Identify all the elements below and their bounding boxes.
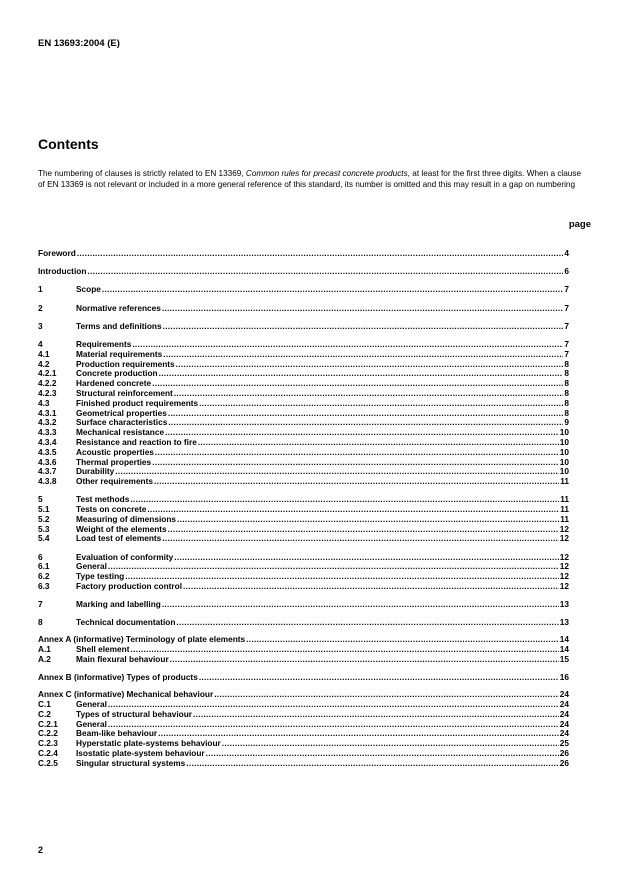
toc-entry-number: C.2.4 [38,747,58,758]
toc-entry-page: 24 [559,718,569,729]
dot-leader [168,418,563,428]
toc-entry-page: 25 [559,738,569,749]
toc-entry-page: 12 [559,523,569,534]
toc-entry[interactable] [38,285,569,295]
toc-entry[interactable] [38,458,569,468]
toc-entry-label: Type testing [76,571,125,582]
toc-entry-label: Hyperstatic plate-systems behaviour [76,738,221,749]
toc-entry-page: 10 [559,466,569,477]
dot-leader [162,304,564,314]
toc-entry-label: Beam-like behaviour [76,728,158,739]
toc-entry-page: 9 [564,417,569,428]
toc-entry-label: Finished product requirements [76,397,199,408]
dot-leader [174,553,559,563]
toc-entry-label: Requirements [76,338,132,349]
toc-entry-label: Marking and labelling [76,599,161,610]
toc-entry-page: 7 [564,320,569,331]
toc-entry-page: 13 [559,599,569,610]
dot-leader [162,534,558,544]
toc-entry-page: 10 [559,427,569,438]
toc-entry-page: 12 [559,571,569,582]
dot-leader [77,249,564,259]
toc-entry-page: 14 [559,644,569,655]
dot-leader [199,673,559,683]
toc-entry-page: 12 [559,581,569,592]
toc-entry-page: 26 [559,747,569,758]
toc-entry-label: Test methods [76,494,130,505]
toc-entry-number: 6.3 [38,581,50,592]
toc-entry-label: Hardened concrete [76,378,152,389]
toc-entry-label: Durability [76,466,115,477]
toc-entry-number: 4.3.8 [38,476,57,487]
toc-entry[interactable] [38,759,569,769]
page-number: 2 [38,845,44,855]
toc-entry-page: 10 [559,456,569,467]
toc-entry-page: 7 [564,348,569,359]
dot-leader [174,389,564,399]
toc-entry-number: 4.3.5 [38,446,57,457]
toc-entry-number: 4.2.2 [38,378,57,389]
dot-leader [214,690,559,700]
dot-leader [147,505,559,515]
dot-leader [152,379,563,389]
toc-entry[interactable] [38,655,569,665]
dot-leader [163,350,563,360]
toc-entry-page: 10 [559,436,569,447]
dot-leader [176,360,564,370]
toc-entry-label: Material requirements [76,348,163,359]
toc-entry-page: 14 [559,634,569,645]
dot-leader [155,448,559,458]
toc-entry-number: 4.3 [38,397,50,408]
toc-entry-number: 7 [38,599,43,610]
toc-entry-label: Tests on concrete [76,504,147,515]
toc-entry-label: Normative references [76,302,161,313]
dot-leader [183,582,559,592]
toc-entry-page: 8 [564,378,569,389]
toc-entry[interactable] [38,267,569,277]
toc-entry-label: Annex B (informative) Types of products [38,672,198,683]
toc-entry-number: 5.1 [38,504,50,515]
toc-entry-number: 4.2 [38,358,50,369]
dot-leader [163,322,564,332]
toc-entry-number: 5.3 [38,523,50,534]
toc-entry-number: 4.2.1 [38,368,57,379]
toc-entry-label: Concrete production [76,368,158,379]
dot-leader [162,600,559,610]
toc-entry-label: Load test of elements [76,533,162,544]
dot-leader [246,635,559,645]
dot-leader [130,495,559,505]
toc-entry-page: 24 [559,689,569,700]
toc-entry-label: Geometrical properties [76,407,167,418]
toc-entry-page: 8 [564,407,569,418]
toc-entry-page: 8 [564,387,569,398]
toc-entry[interactable] [38,322,569,332]
toc-entry-number: 4.3.2 [38,417,57,428]
toc-entry-number: 4 [38,338,43,349]
toc-entry-number: 8 [38,617,43,628]
toc-entry-page: 12 [559,533,569,544]
toc-entry-number: A.2 [38,654,51,664]
toc-entry-page: 15 [559,654,569,664]
dot-leader [115,467,559,477]
toc-entry-number: 4.2.3 [38,387,57,398]
toc-entry-number: 2 [38,302,43,313]
toc-entry-number: C.2.1 [38,718,58,729]
toc-entry-number: A.1 [38,644,51,655]
toc-entry-number: 5.2 [38,513,50,524]
dot-leader [165,428,559,438]
dot-leader [206,749,559,759]
toc-entry-label: General [76,561,107,572]
dot-leader [108,720,559,730]
toc-entry-number: 6.2 [38,571,50,582]
toc-entry-number: 1 [38,284,43,295]
toc-entry-page: 7 [564,284,569,295]
toc-entry-label: Isostatic plate-system behaviour [76,747,205,758]
toc-entry-page: 11 [560,476,569,487]
document-id-header: EN 13693:2004 (E) [38,38,120,49]
dot-leader [87,267,563,277]
toc-entry[interactable] [38,534,569,544]
toc-entry-number: 6.1 [38,561,50,572]
toc-entry-label: Types of structural behaviour [76,708,193,719]
toc-entry-number: 5 [38,494,43,505]
toc-entry-number: 4.3.1 [38,407,57,418]
dot-leader [177,515,559,525]
toc-entry-page: 16 [559,672,569,683]
toc-entry-number: 3 [38,320,43,331]
dot-leader [198,438,559,448]
toc-entry[interactable] [38,553,569,563]
toc-entry-label: Acoustic properties [76,446,154,457]
toc-entry-page: 8 [564,358,569,369]
toc-entry-page: 11 [560,504,569,515]
toc-entry-label: Other requirements [76,476,153,487]
dot-leader [193,710,559,720]
toc-entry-number: 5.4 [38,533,50,544]
dot-leader [108,562,559,572]
dot-leader [199,399,563,409]
toc-entry-number: 4.3.6 [38,456,57,467]
page-column-label: page [568,219,591,230]
toc-entry-label: Introduction [38,266,87,277]
toc-entry-number: 4.3.7 [38,466,57,477]
toc-entry-label: Shell element [76,644,130,655]
dot-leader [152,458,559,468]
toc-entry[interactable] [38,304,569,314]
toc-entry-label: Surface characteristics [76,417,168,428]
toc-entry-page: 24 [559,698,569,709]
toc-entry[interactable] [38,582,569,592]
toc-entry-label: Technical documentation [76,617,176,628]
toc-entry-page: 10 [559,446,569,457]
toc-entry-label: Thermal properties [76,456,152,467]
toc-entry[interactable] [38,600,569,610]
toc-entry-page: 7 [564,302,569,313]
toc-entry-page: 24 [559,728,569,739]
dot-leader [170,655,559,665]
toc-entry-label: Mechanical resistance [76,427,165,438]
toc-entry-label: Evaluation of conformity [76,551,174,562]
dot-leader [176,618,558,628]
toc-entry-number: C.1 [38,698,51,709]
dot-leader [168,525,559,535]
toc-entry-label: Weight of the elements [76,523,167,534]
toc-entry-label: General [76,698,107,709]
toc-entry[interactable] [38,710,569,720]
toc-entry-label: Annex A (informative) Terminology of plate elements [38,634,246,645]
toc-entry-label: General [76,718,107,729]
toc-entry-number: 6 [38,551,43,562]
dot-leader [186,759,558,769]
toc-entry-label: Scope [76,284,101,295]
intro-text-1: The numbering of clauses is strictly related to EN 13369, [38,169,246,178]
dot-leader [168,409,564,419]
dot-leader [222,739,559,749]
toc-entry-label: Terms and definitions [76,320,162,331]
toc-entry-page: 7 [564,338,569,349]
toc-entry[interactable] [38,673,569,683]
contents-title: Contents [38,136,99,152]
toc-entry-page: 11 [560,494,569,505]
toc-entry-number: C.2.5 [38,757,58,768]
toc-entry-page: 4 [564,248,569,258]
toc-entry-label: Factory production control [76,581,183,592]
intro-paragraph [38,169,581,190]
dot-leader [102,285,563,295]
dot-leader [154,477,559,487]
toc-entry-number: C.2.3 [38,738,58,749]
table-of-contents [38,249,569,769]
toc-entry-page: 12 [559,561,569,572]
toc-entry-number: 4.3.3 [38,427,57,438]
toc-entry-label: Singular structural systems [76,757,186,768]
toc-entry[interactable] [38,477,569,487]
toc-entry-label: Structural reinforcement [76,387,173,398]
intro-italic-title: Common rules for precast concrete products [245,169,408,178]
toc-entry[interactable] [38,249,569,259]
toc-entry-page: 8 [564,397,569,408]
toc-entry-number: 4.3.4 [38,436,57,447]
toc-entry-page: 24 [559,708,569,719]
toc-entry-number: 4.1 [38,348,50,359]
dot-leader [131,645,559,655]
dot-leader [125,572,559,582]
toc-entry-label: Resistance and reaction to fire [76,436,197,447]
dot-leader [132,340,563,350]
toc-entry[interactable] [38,618,569,628]
toc-entry-page: 8 [564,368,569,379]
toc-entry-label: Measuring of dimensions [76,513,177,524]
toc-entry-page: 6 [564,266,569,277]
toc-entry-page: 11 [560,513,569,524]
toc-entry-page: 13 [559,617,569,628]
toc-entry-number: C.2 [38,708,51,719]
toc-entry-label: Annex C (informative) Mechanical behaviour [38,689,214,700]
toc-entry-label: Production requirements [76,358,175,369]
toc-entry-label: Foreword [38,248,76,258]
toc-entry-label: Main flexural behaviour [76,654,169,664]
dot-leader [159,369,564,379]
toc-entry-page: 26 [559,757,569,768]
intro-text-2: , at least for the first three digits. When a clause of EN 13369 is not relevant or included in a more general reference of this standard, its number is omitted and this may result in a gap on numbering [38,169,581,189]
toc-entry[interactable] [38,690,569,700]
toc-entry-number: C.2.2 [38,728,58,739]
toc-entry-page: 12 [559,551,569,562]
